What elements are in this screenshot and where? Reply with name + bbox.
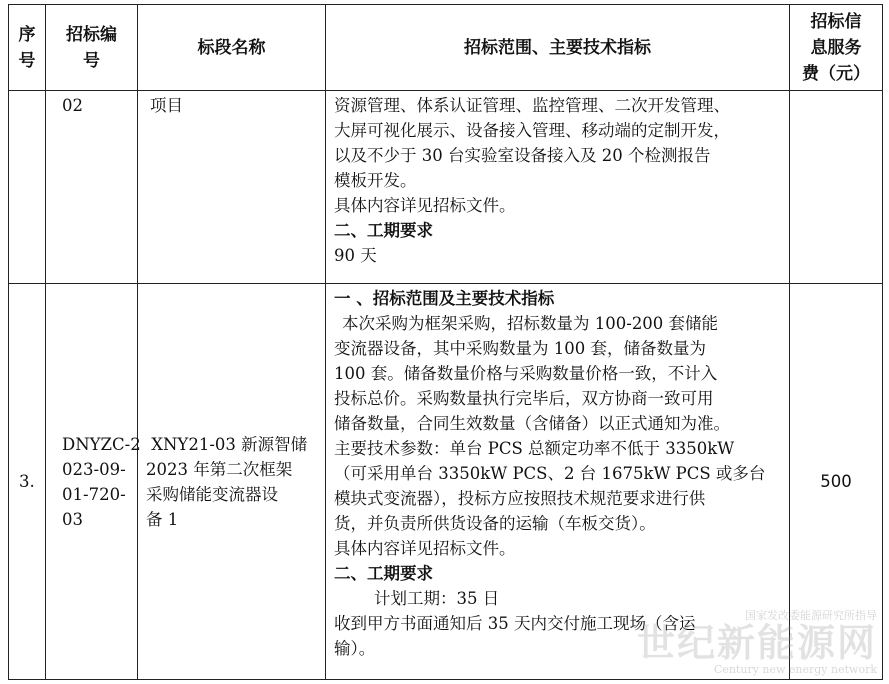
row-index (9, 91, 46, 284)
header-index: 序 号 (9, 5, 46, 91)
row-fee: 500 (790, 284, 883, 680)
row-fee (790, 91, 883, 284)
header-code: 招标编 号 (46, 5, 138, 91)
table-row (9, 91, 883, 284)
header-fee: 招标信 息服务 费（元） (790, 5, 883, 91)
header-row (9, 5, 883, 91)
table-row (9, 284, 883, 680)
row-code: 02 (46, 91, 138, 284)
row-name: XNY21-03 新源智储 2023 年第二次框架 采购储能变流器设 备 1 (138, 284, 326, 680)
row-name: 项目 (138, 91, 326, 284)
watermark-logo: 国家发改委能源研究所指导 世纪新能源网 Century new energy network (636, 609, 877, 676)
header-name: 标段名称 (138, 5, 326, 91)
row-code: DNYZC-2 023-09- 01-720- 03 (46, 284, 138, 680)
row-scope: 一 、招标范围及主要技术指标 本次采购为框架采购，招标数量为 100-200 套储能 变流器设备，其中采购数量为 100 套，储备数量为 100 套。储备数量价格与采购数量价格一致，不计入 投标总价。采购数量执行完毕后，双方协商一致可用 储备数量，合同生效数量（含储备）以正式通知为准。 主要技术参数：单台 PCS 总额定功率不低于 3350kW （可采用单台 3350kW PCS、2 台 1675kW PCS 或多台 模块式变流器），投标方应按照技术规范要求进行供 货，并负责所供货设备的运输（车板交货）。 具体内容详见招标文件。 二、工期要求 计划工期：35 日 收到甲方书面通知后 35 天内交付施工现场（含运 输）。 (326, 284, 790, 680)
header-scope: 招标范围、主要技术指标 (326, 5, 790, 91)
tender-table (8, 4, 883, 680)
row-index: 3. (9, 284, 46, 680)
row-scope: 资源管理、体系认证管理、监控管理、二次开发管理、 大屏可视化展示、设备接入管理、移动端的定制开发， 以及不少于 30 台实验室设备接入及 20 个检测报告 模板开发。 具体内容详见招标文件。 二、工期要求 90 天 (326, 91, 790, 284)
